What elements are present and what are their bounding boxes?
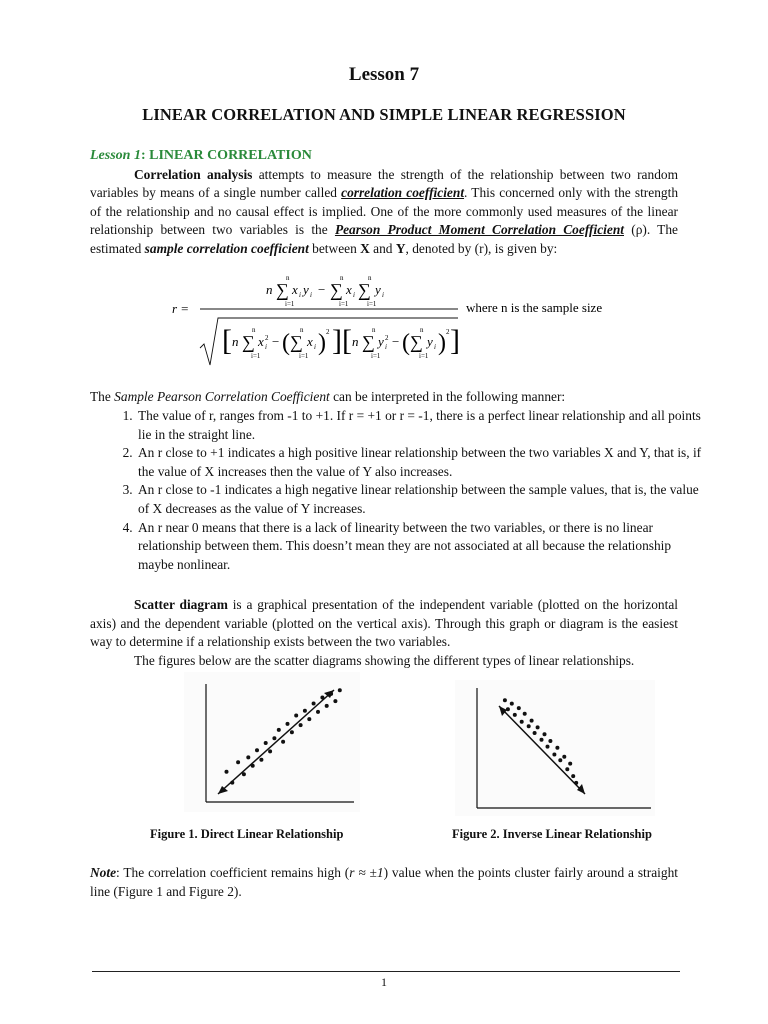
svg-text:y: y [375,282,381,297]
correlation-formula [170,268,650,368]
intro-term: Correlation analysis [134,166,253,182]
svg-text:−: − [392,334,400,349]
svg-text:[: [ [342,324,352,357]
svg-text:2: 2 [385,334,389,342]
svg-text:i=1: i=1 [251,352,261,360]
fig2-point [523,712,527,716]
fig2-point [558,758,562,762]
page-number: 1 [381,975,387,989]
svg-text:x: x [292,282,298,297]
figure-1-caption: Figure 1. Direct Linear Relationship [150,827,344,841]
svg-text:n: n [266,282,273,297]
lesson-heading: Lesson 7 [348,64,420,85]
svg-text:2: 2 [446,328,450,336]
svg-text:n: n [368,274,372,282]
fig2-point [552,753,556,757]
intro-text-4: between [308,240,361,256]
fig2-point [548,739,552,743]
fig1-point [264,741,268,745]
svg-text:n: n [340,274,344,282]
note-label: Note [90,865,117,880]
svg-text:i=1: i=1 [299,352,309,360]
svg-text:i: i [265,343,267,351]
figures-intro: The figures below are the scatter diagrams showing the different types of linear relationships. [134,653,635,668]
fig2-point [574,781,578,785]
section-label: Lesson 1 [90,148,141,163]
fig1-point [277,728,281,732]
fig2-point [555,746,559,750]
svg-text:x: x [258,334,264,349]
page-title: LINEAR CORRELATION AND SIMPLE LINEAR REGRESSION [142,105,626,124]
svg-text:n: n [372,326,376,334]
svg-text:∑: ∑ [330,280,343,300]
fig2-point [503,698,507,702]
fig2-point [571,774,575,778]
fig2-point [546,745,550,749]
svg-text:i=1: i=1 [285,300,295,308]
svg-text:∑: ∑ [290,332,303,352]
svg-text:−: − [272,334,280,349]
list-item: 2. An r close to +1 indicates a high positive linear relationship between the two variables X and Y, that is, if the value of X increases then the value of Y also increases. [136,444,702,481]
svg-text:n: n [252,326,256,334]
note-math: r ≈ ±1 [349,865,384,880]
fig2-point [517,706,521,710]
fig1-point [259,758,263,762]
fig1-point [294,714,298,718]
fig2-point [562,755,566,759]
fig1-point [251,764,255,768]
intro-var-y: Y [395,240,406,256]
fig1-point [320,696,324,700]
fig2-point [540,738,544,742]
formula-where-note: where n is the sample size [466,300,603,315]
fig2-point [565,767,569,771]
fig2-point [543,732,547,736]
svg-text:x: x [307,334,313,349]
svg-text:(: ( [402,330,410,356]
fig1-point [325,704,329,708]
footer-divider [92,971,680,972]
intro-var-x: X [360,240,370,256]
fig1-point [268,749,272,753]
svg-text:): ) [438,330,446,356]
fig1-point [299,723,303,727]
fig1-point [329,692,333,696]
intro-text-2: . This concerned only with the strength of the relationship and no causal effect is implied. One of the more commonly used measures of the linear relationship between two variables is the [90,185,679,238]
svg-text:]: ] [450,324,460,357]
svg-text:∑: ∑ [410,332,423,352]
interpretation-list [112,407,702,574]
svg-text:n: n [352,334,359,349]
interp-lead-end: can be interpreted in the following manner: [329,389,566,404]
svg-text:i: i [382,291,384,299]
fig2-point [536,725,540,729]
svg-text:i=1: i=1 [339,300,349,308]
formula-lhs: r = [172,301,190,316]
note-paragraph [90,864,678,901]
fig1-point [225,770,229,774]
list-item: 4. An r near 0 means that there is a lack of linearity between the two variables, or there is no linear relationship between them. This doesn’t mean they are not associated at all because the relationship maybe nonlinear. [136,519,702,575]
intro-text-5: and [369,240,396,256]
fig2-point [568,762,572,766]
fig1-point [312,702,316,706]
intro-term-correlation-coefficient: correlation coefficient [341,185,465,201]
svg-text:i=1: i=1 [371,352,381,360]
svg-text:−: − [318,282,326,297]
svg-text:y: y [303,282,309,297]
svg-text:n: n [420,326,424,334]
section-title: : LINEAR CORRELATION [140,148,312,163]
intro-text-3: (ρ). The estimated [90,222,678,256]
svg-text:2: 2 [326,328,330,336]
svg-text:∑: ∑ [362,332,375,352]
intro-term-pearson: Pearson Product Moment Correlation Coefficient [334,222,624,238]
scatter-text: is a graphical presentation of the independent variable (plotted on the horizontal axis) and the dependent variable (plotted on the vertical axis). Through this graph or diagram is the easiest way to determine if a relationship exists between the two variables. [90,597,678,650]
fig1-point [338,688,342,692]
intro-text-6: , denoted by (r), is given by: [405,240,558,256]
fig1-point [290,730,294,734]
formula-denominator [200,318,460,365]
svg-text:y: y [427,334,433,349]
svg-text:]: ] [332,324,342,357]
svg-text:[: [ [222,324,232,357]
svg-text:y: y [378,334,384,349]
svg-text:n: n [232,334,239,349]
formula-numerator [266,274,384,308]
fig1-point [286,722,290,726]
list-item: 3. An r close to -1 indicates a high negative linear relationship between the sample values, that is, the value of X decreases as the value of Y increases. [136,481,702,518]
fig1-point [281,740,285,744]
svg-text:n: n [300,326,304,334]
svg-text:n: n [286,274,290,282]
fig1-point [307,717,311,721]
intro-term-sample-coefficient: sample correlation coefficient [144,240,309,256]
svg-text:i: i [310,291,312,299]
svg-text:x: x [346,282,352,297]
fig1-point [316,710,320,714]
svg-text:i: i [434,343,436,351]
fig2-point [533,731,537,735]
scatter-term: Scatter diagram [134,597,228,612]
scatter-paragraph [90,596,678,652]
fig2-point [510,702,514,706]
svg-text:i=1: i=1 [419,352,429,360]
fig1-point [236,760,240,764]
fig2-point [527,724,531,728]
svg-text:∑: ∑ [276,280,289,300]
intro-text-1: attempts to measure the strength of the relationship between two random variables by means of a single number called [90,166,679,201]
svg-text:i: i [314,343,316,351]
note-text-1: : The correlation coefficient remains high ( [116,865,350,880]
figure-1-scatter [184,672,360,812]
intro-paragraph [90,146,678,259]
fig1-point [272,736,276,740]
fig1-point [333,699,337,703]
interp-lead-italic: Sample Pearson Correlation Coefficient [114,389,330,404]
svg-text:(: ( [282,330,290,356]
figure-2-scatter [455,680,655,816]
fig2-point [506,707,510,711]
fig1-point [230,781,234,785]
svg-text:i=1: i=1 [367,300,377,308]
note-text-2: ) value when the points cluster fairly around a straight line (Figure 1 and Figure 2). [90,865,678,899]
fig2-point [530,719,534,723]
fig1-point [255,748,259,752]
fig2-point [520,720,524,724]
svg-text:∑: ∑ [358,280,371,300]
fig1-point [303,709,307,713]
interp-lead-text: The [90,389,115,404]
fig1-point [246,755,250,759]
figure-2-caption: Figure 2. Inverse Linear Relationship [452,827,652,841]
svg-text:i: i [299,291,301,299]
fig1-point [242,772,246,776]
svg-text:): ) [318,330,326,356]
svg-text:2: 2 [265,334,269,342]
list-item: 1. The value of r, ranges from -1 to +1. If r = +1 or r = -1, there is a perfect linear relationship and all points lie in the straight line. [136,407,702,444]
svg-text:∑: ∑ [242,332,255,352]
interpretation-lead [90,388,678,407]
svg-text:i: i [353,291,355,299]
fig2-point [513,713,517,717]
svg-text:i: i [385,343,387,351]
